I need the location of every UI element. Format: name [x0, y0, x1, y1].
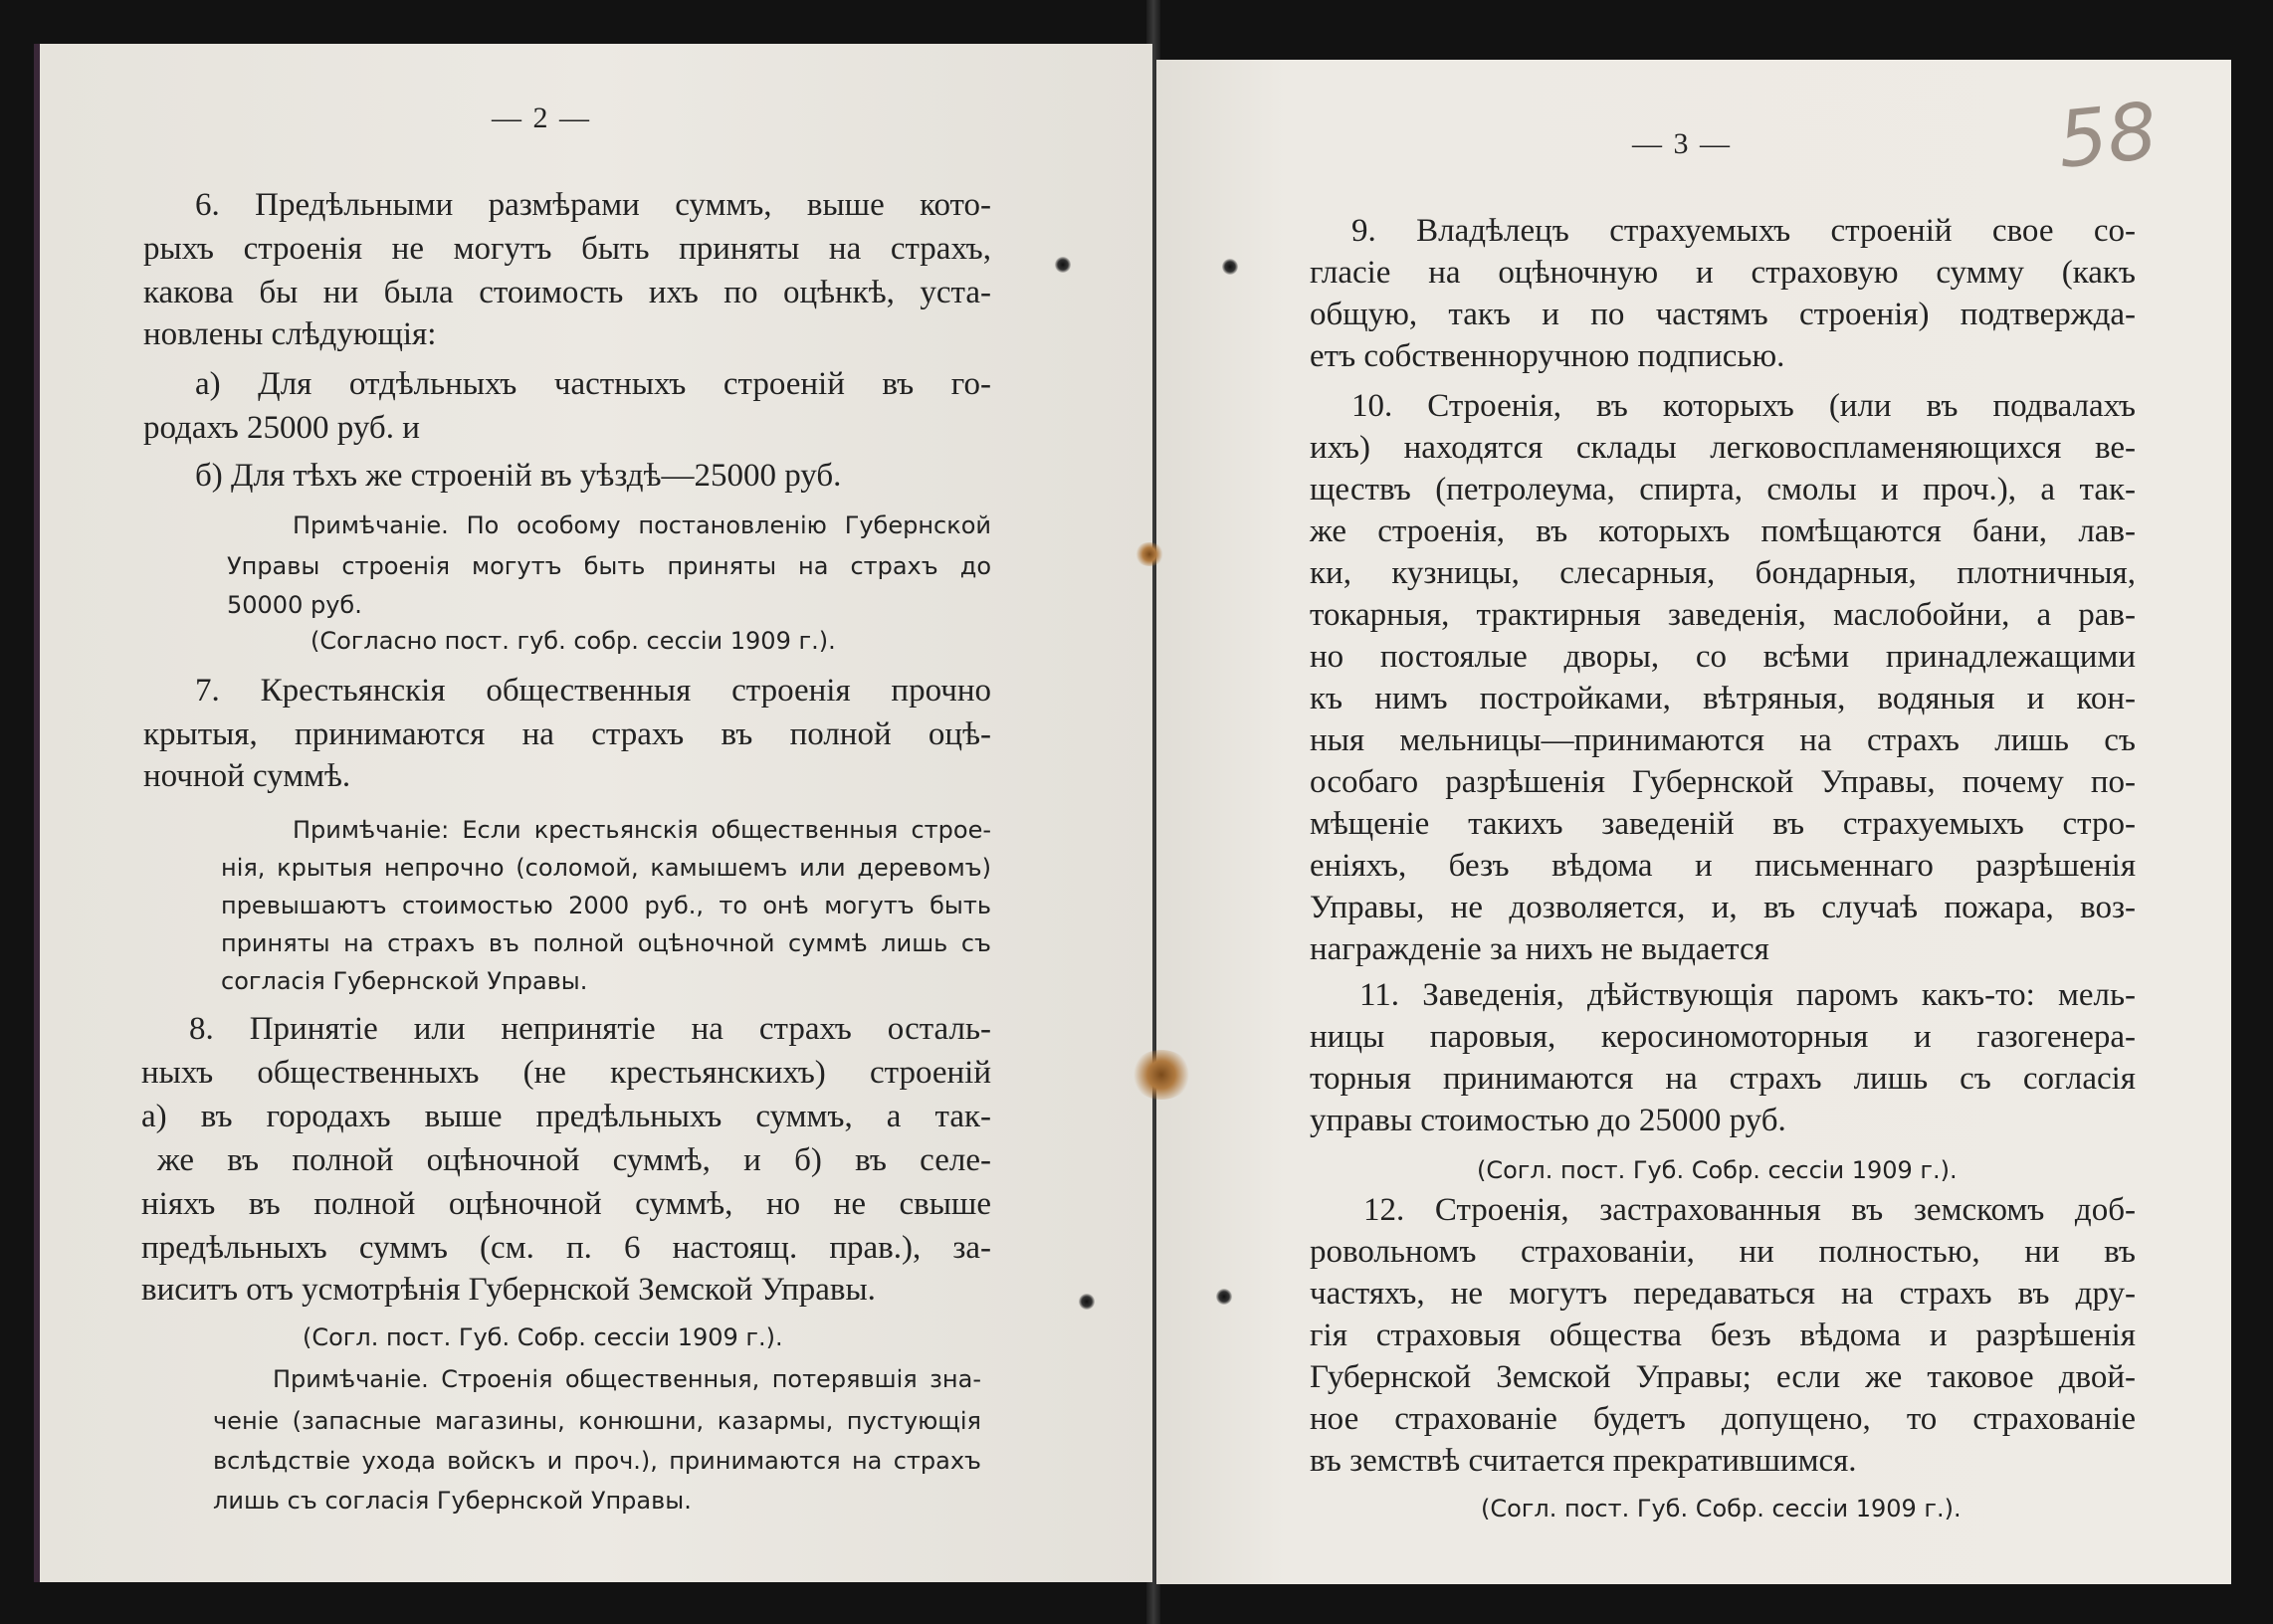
- stain-mark: [1131, 1050, 1192, 1100]
- note-line: ченіе (запасные магазины, конюшни, казармы, пустующія: [213, 1407, 981, 1435]
- note-line: вслѣдствіе ухода войскъ и проч.), принимаются на страхъ: [213, 1447, 981, 1475]
- text-line: гласіе на оцѣночную и страховую сумму (какъ: [1310, 255, 2136, 291]
- text-line: ныхъ общественныхъ (не крестьянскихъ) строеній: [141, 1055, 991, 1091]
- text-line: новлены слѣдующія:: [143, 316, 437, 352]
- text-line: же строенія, въ которыхъ помѣщаются бани, лав-: [1310, 513, 2136, 549]
- text-line: токарныя, трактирныя заведенія, маслобойни, а рав-: [1310, 597, 2136, 633]
- stain-mark: [1135, 542, 1164, 566]
- text-line: ровольномъ страхованіи, ни полностью, ни въ: [1310, 1234, 2136, 1270]
- text-line: торныя принимаются на страхъ лишь съ согласія: [1310, 1061, 2136, 1097]
- text-line: въ земствѣ считается прекратившимся.: [1310, 1443, 1857, 1479]
- text-line: б) Для тѣхъ же строеній въ уѣздѣ—25000 руб.: [195, 458, 842, 494]
- text-line: ночной суммѣ.: [143, 758, 351, 794]
- text-line: ницы паровыя, керосиномоторныя и газогенера-: [1310, 1019, 2136, 1055]
- text-line: 12. Строенія, застрахованныя въ земскомъ доб-: [1363, 1192, 2136, 1228]
- note-line: нія, крытыя непрочно (соломой, камышемъ или деревомъ): [221, 854, 991, 882]
- note-line: согласія Губернской Управы.: [221, 967, 588, 995]
- text-line: еніяхъ, безъ вѣдома и письменнаго разрѣшенія: [1310, 848, 2136, 884]
- text-line: особаго разрѣшенія Губернской Управы, почему по-: [1310, 764, 2136, 800]
- text-line: 9. Владѣлецъ страхуемыхъ строеній свое со-: [1351, 213, 2136, 249]
- binding-hole: [1216, 1289, 1232, 1305]
- note-line: лишь съ согласія Губернской Управы.: [213, 1487, 692, 1515]
- page-number-right: — 3 —: [1632, 127, 1732, 160]
- note-line: 50000 руб.: [227, 591, 362, 619]
- text-line: управы стоимостью до 25000 руб.: [1310, 1103, 1786, 1138]
- source-citation: (Согл. пост. Губ. Собр. сессіи 1909 г.).: [1477, 1156, 1958, 1184]
- source-citation: (Согл. пост. Губ. Собр. сессіи 1909 г.).: [1481, 1495, 1962, 1522]
- text-line: Управы, не дозволяется, и, въ случаѣ пожара, воз-: [1310, 890, 2136, 925]
- binding-hole: [1079, 1294, 1095, 1310]
- binding-hole: [1222, 259, 1238, 275]
- text-line: Губернской Земской Управы; если же таковое двой-: [1310, 1359, 2136, 1395]
- text-line: ное страхованіе будетъ допущено, то страхованіе: [1310, 1401, 2136, 1437]
- text-line: рыхъ строенія не могутъ быть приняты на страхъ,: [143, 231, 991, 267]
- text-line: ихъ) находятся склады легковоспламеняющихся ве-: [1310, 430, 2136, 466]
- note-line: превышаютъ стоимостью 2000 руб., то онѣ могутъ быть: [221, 892, 991, 919]
- handwritten-folio-number: 58: [2053, 87, 2162, 186]
- text-line: же въ полной оцѣночной суммѣ, и б) въ селе-: [157, 1142, 991, 1178]
- text-line: 11. Заведенія, дѣйствующія паромъ какъ-то: мель-: [1359, 977, 2136, 1013]
- text-line: предѣльныхъ суммъ (см. п. 6 настоящ. прав.), за-: [141, 1230, 991, 1266]
- text-line: а) Для отдѣльныхъ частныхъ строеній въ го-: [195, 366, 991, 402]
- text-line: мѣщеніе такихъ заведеній въ страхуемыхъ стро-: [1310, 806, 2136, 842]
- text-line: 6. Предѣльными размѣрами суммъ, выше кото-: [195, 187, 991, 223]
- text-line: крытыя, принимаются на страхъ въ полной оцѣ-: [143, 716, 991, 752]
- text-line: ныя мельницы—принимаются на страхъ лишь съ: [1310, 722, 2136, 758]
- note-line: Примѣчаніе. По особому постановленію Губернской: [293, 511, 991, 539]
- source-citation: (Согл. пост. Губ. Собр. сессіи 1909 г.).: [303, 1323, 783, 1351]
- text-line: къ нимъ постройками, вѣтряныя, водяныя и кон-: [1310, 681, 2136, 716]
- text-line: частяхъ, не могутъ передаваться на страхъ въ дру-: [1310, 1276, 2136, 1312]
- text-line: ществъ (петролеума, спирта, смолы и проч.), а так-: [1310, 472, 2136, 508]
- text-line: а) въ городахъ выше предѣльныхъ суммъ, а так-: [141, 1099, 991, 1134]
- text-line: общую, такъ и по частямъ строенія) подтвержда-: [1310, 297, 2136, 332]
- note-line: Управы строенія могутъ быть приняты на страхъ до: [227, 552, 991, 580]
- text-line: но постоялые дворы, со всѣми принадлежащими: [1310, 639, 2136, 675]
- binding-hole: [1055, 257, 1071, 273]
- text-line: етъ собственноручною подписью.: [1310, 338, 1785, 374]
- source-citation: (Согласно пост. губ. собр. сессіи 1909 г.).: [310, 627, 836, 655]
- text-line: 8. Принятіе или непринятіе на страхъ осталь-: [189, 1011, 991, 1047]
- text-line: виситъ отъ усмотрѣнія Губернской Земской Управы.: [141, 1272, 876, 1308]
- text-line: 10. Строенія, въ которыхъ (или въ подвалахъ: [1351, 388, 2136, 424]
- text-line: 7. Крестьянскія общественныя строенія прочно: [195, 673, 991, 709]
- page-number-left: — 2 —: [492, 102, 591, 134]
- note-line: приняты на страхъ въ полной оцѣночной суммѣ лишь съ: [221, 929, 991, 957]
- note-line: Примѣчаніе. Строенія общественныя, потерявшія зна-: [273, 1365, 981, 1393]
- text-line: награжденіе за нихъ не выдается: [1310, 931, 1769, 967]
- text-line: ніяхъ въ полной оцѣночной суммѣ, но не свыше: [141, 1186, 991, 1222]
- text-line: какова бы ни была стоимость ихъ по оцѣнкѣ, уста-: [143, 275, 991, 310]
- note-line: Примѣчаніе: Если крестьянскія общественныя строе-: [293, 816, 991, 844]
- text-line: родахъ 25000 руб. и: [143, 410, 420, 446]
- text-line: ки, кузницы, слесарныя, бондарныя, плотничныя,: [1310, 555, 2136, 591]
- text-line: гія страховыя общества безъ вѣдома и разрѣшенія: [1310, 1318, 2136, 1353]
